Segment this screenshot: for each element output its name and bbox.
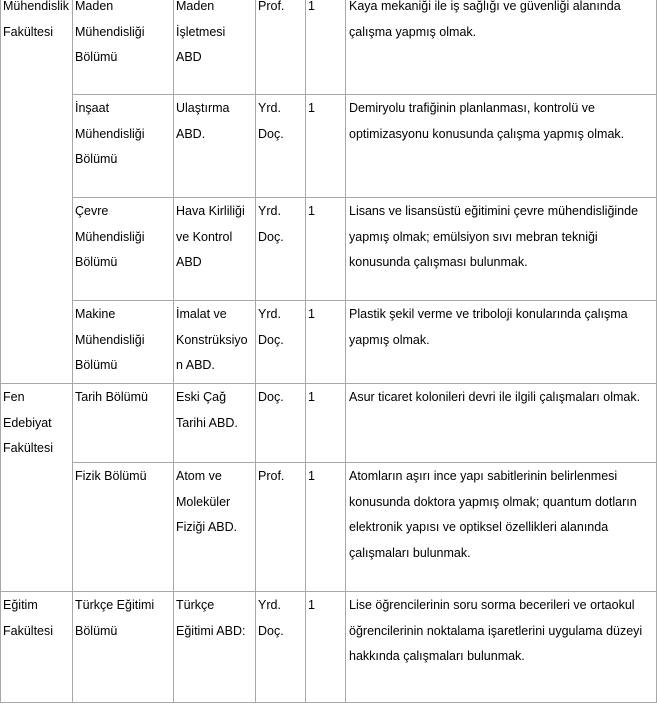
title-cell: Yrd. Doç. [256,301,306,384]
department-cell: Makine Mühendisliği Bölümü [73,301,174,384]
division-cell: Hava Kirliliği ve Kontrol ABD [174,198,256,301]
count-cell: 1 [306,592,346,703]
requirement-cell: Atomların aşırı ince yapı sabitlerinin belirlenmesi konusunda doktora yapmış olmak; quantum dotların elektronik yapısı ve optiksel özellikleri alanında çalışmaları bulunmak. [346,463,657,592]
title-cell: Doç. [256,384,306,463]
count-cell: 1 [306,384,346,463]
table-row [1,0,657,95]
count-cell: 1 [306,301,346,384]
faculty-cell: Mühendislik Fakültesi [1,0,73,384]
department-cell: Maden Mühendisliği Bölümü [73,0,174,95]
title-cell: Yrd. Doç. [256,592,306,703]
requirement-cell: Asur ticaret kolonileri devri ile ilgili çalışmaları olmak. [346,384,657,463]
count-cell: 1 [306,0,346,95]
faculty-cell: Eğitim Fakültesi [1,592,73,703]
title-cell: Yrd. Doç. [256,95,306,198]
title-cell: Prof. [256,0,306,95]
requirement-cell: Demiryolu trafiğinin planlanması, kontrolü ve optimizasyonu konusunda çalışma yapmış olmak. [346,95,657,198]
division-cell: İmalat ve Konstrüksiyon ABD. [174,301,256,384]
count-cell: 1 [306,463,346,592]
faculty-cell: Fen Edebiyat Fakültesi [1,384,73,592]
table-row [1,301,657,384]
division-cell: Atom ve Moleküler Fiziği ABD. [174,463,256,592]
table-row [1,592,657,703]
department-cell: Türkçe Eğitimi Bölümü [73,592,174,703]
table-row [1,95,657,198]
title-cell: Yrd. Doç. [256,198,306,301]
table-row [1,198,657,301]
division-cell: Eski Çağ Tarihi ABD. [174,384,256,463]
table-row [1,463,657,592]
division-cell: Ulaştırma ABD. [174,95,256,198]
department-cell: Fizik Bölümü [73,463,174,592]
department-cell: İnşaat Mühendisliği Bölümü [73,95,174,198]
requirement-cell: Plastik şekil verme ve triboloji konularında çalışma yapmış olmak. [346,301,657,384]
title-cell: Prof. [256,463,306,592]
division-cell: Türkçe Eğitimi ABD: [174,592,256,703]
requirement-cell: Lisans ve lisansüstü eğitimini çevre mühendisliğinde yapmış olmak; emülsiyon sıvı mebran tekniği konusunda çalışması bulunmak. [346,198,657,301]
count-cell: 1 [306,95,346,198]
division-cell: Maden İşletmesi ABD [174,0,256,95]
department-cell: Çevre Mühendisliği Bölümü [73,198,174,301]
requirement-cell: Lise öğrencilerinin soru sorma becerileri ve ortaokul öğrencilerinin noktalama işaretlerini uygulama düzeyi hakkında çalışmaları bulunmak. [346,592,657,703]
table-row [1,384,657,463]
department-cell: Tarih Bölümü [73,384,174,463]
requirement-cell: Kaya mekaniği ile iş sağlığı ve güvenliği alanında çalışma yapmış olmak. [346,0,657,95]
count-cell: 1 [306,198,346,301]
